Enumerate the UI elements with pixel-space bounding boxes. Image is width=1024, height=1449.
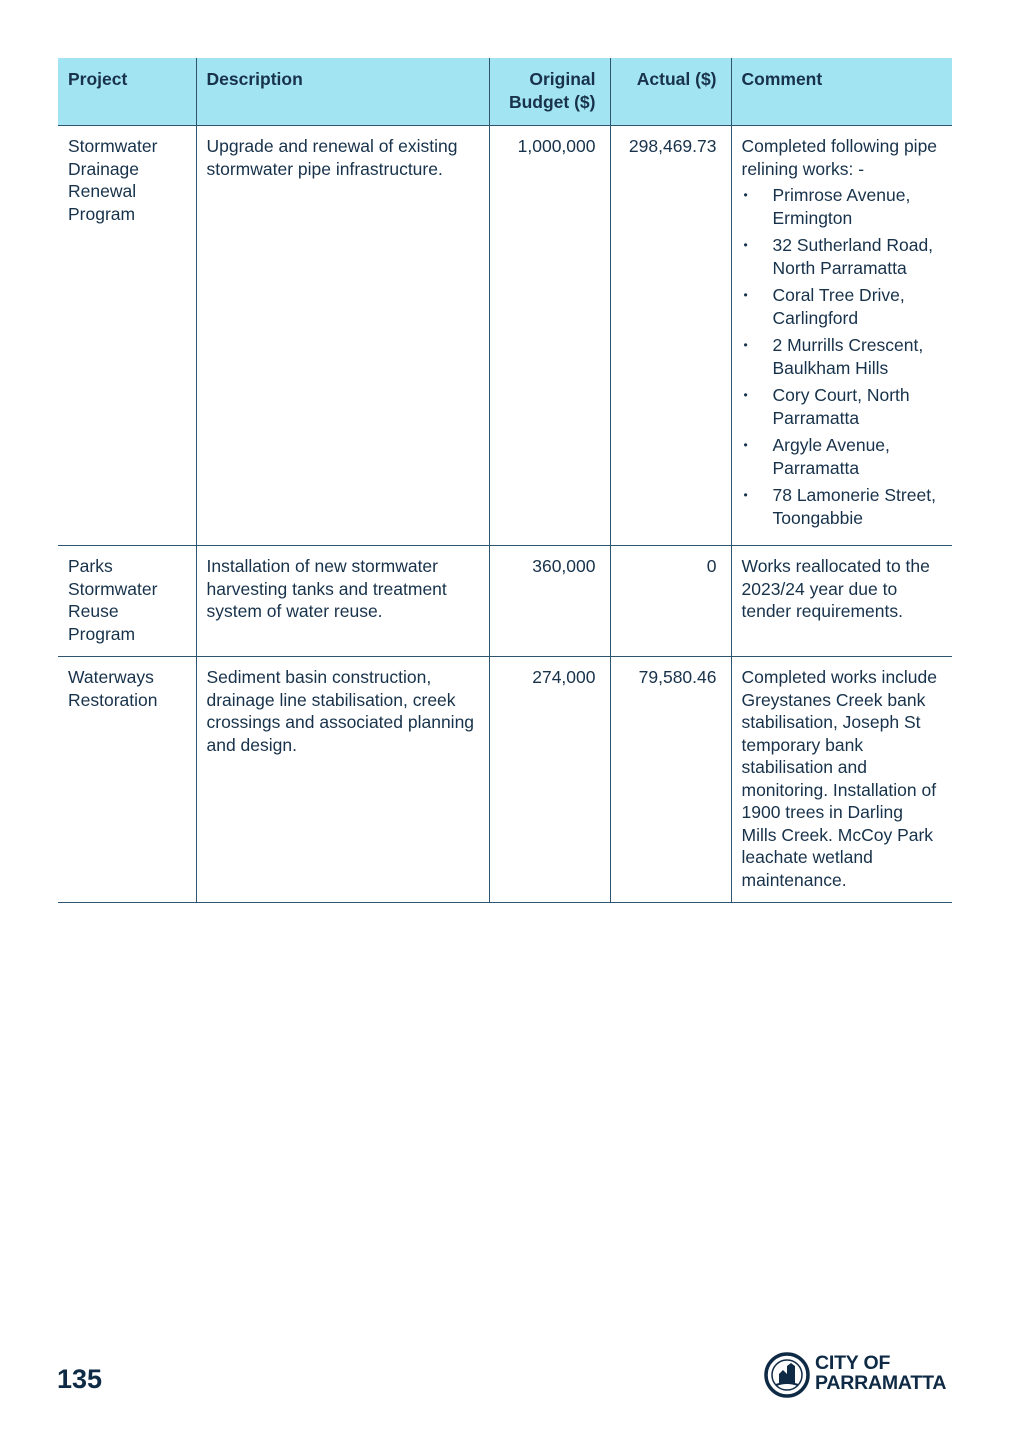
cell-budget: 1,000,000 [489, 126, 610, 546]
list-item: • Primrose Avenue, Ermington [742, 184, 943, 229]
header-actual: Actual ($) [610, 58, 731, 126]
cell-project: Parks Stormwater Reuse Program [58, 546, 196, 657]
table-row [58, 126, 952, 546]
list-item: • Coral Tree Drive, Carlingford [742, 284, 943, 329]
works-table [58, 58, 952, 903]
cell-comment: Works reallocated to the 2023/24 year due to tender requirements. [731, 546, 952, 657]
table-row [58, 546, 952, 657]
cell-description: Upgrade and renewal of existing stormwater pipe infrastructure. [196, 126, 489, 546]
cell-actual: 79,580.46 [610, 657, 731, 903]
comment-intro: Completed following pipe relining works: - [741, 136, 938, 179]
logo-line-1: CITY OF [815, 1352, 891, 1374]
page-number: 135 [57, 1364, 103, 1394]
cell-budget: 360,000 [489, 546, 610, 657]
cell-description: Sediment basin construction, drainage line stabilisation, creek crossings and associated planning and design. [196, 657, 489, 903]
list-item: • Argyle Avenue, Parramatta [742, 434, 943, 479]
header-budget-line1: Original [529, 69, 596, 89]
cell-project: Waterways Restoration [58, 657, 196, 903]
header-description: Description [196, 58, 489, 126]
list-item: • 32 Sutherland Road, North Parramatta [742, 234, 943, 279]
table-row [58, 657, 952, 903]
cell-comment: Completed works include Greystanes Creek bank stabilisation, Joseph St temporary bank stabilisation and monitoring. Installation of 1900 trees in Darling Mills Creek. McCoy Park leachate wetland maintenance. [731, 657, 952, 903]
cell-description: Installation of new stormwater harvesting tanks and treatment system of water reuse. [196, 546, 489, 657]
city-of-parramatta-logo [764, 1352, 954, 1398]
header-budget-line2: Budget ($) [508, 91, 596, 112]
list-item: • 78 Lamonerie Street, Toongabbie [742, 484, 943, 529]
logo-line-2: PARRAMATTA [815, 1372, 947, 1394]
list-item: • Cory Court, North Parramatta [742, 384, 943, 429]
logo-wordmark [815, 1353, 946, 1393]
cell-project: Stormwater Drainage Renewal Program [58, 126, 196, 546]
city-seal-icon [764, 1352, 810, 1398]
cell-comment [731, 126, 952, 546]
cell-budget: 274,000 [489, 657, 610, 903]
list-item: • 2 Murrills Crescent, Baulkham Hills [742, 334, 943, 379]
header-comment: Comment [731, 58, 952, 126]
cell-actual: 0 [610, 546, 731, 657]
works-list [742, 184, 943, 529]
cell-actual: 298,469.73 [610, 126, 731, 546]
header-project: Project [58, 58, 196, 126]
header-original-budget [489, 58, 610, 126]
table-header-row [58, 58, 952, 126]
